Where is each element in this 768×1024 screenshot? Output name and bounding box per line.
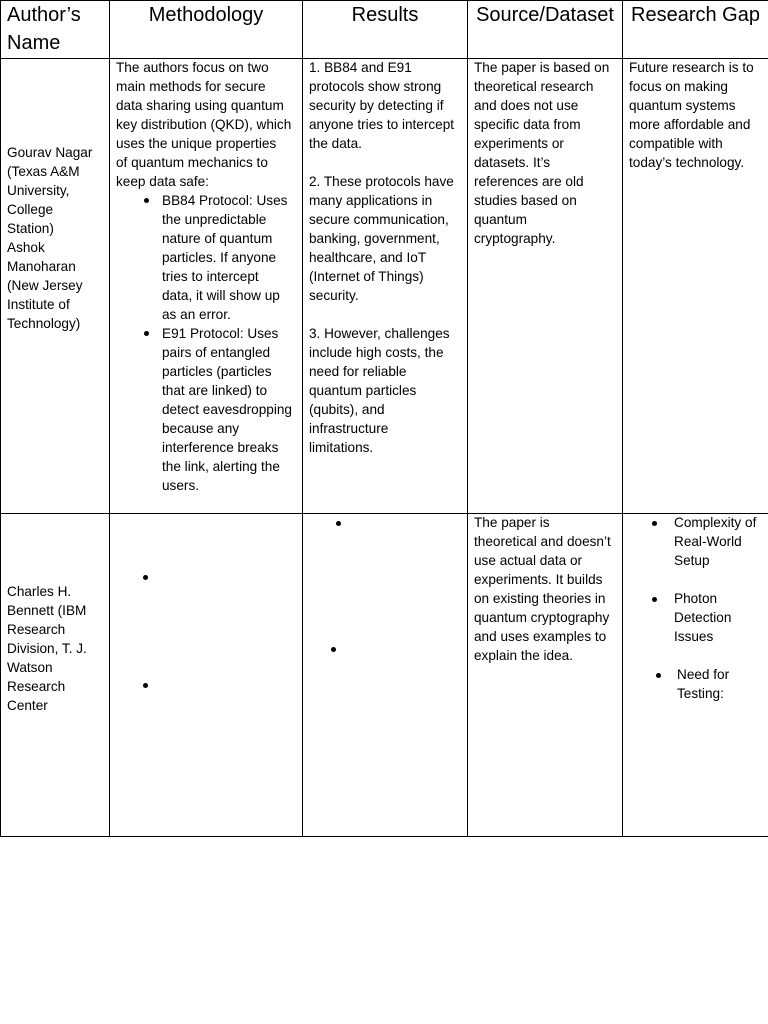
text-line: Issues xyxy=(674,629,714,644)
header-author-line: Name xyxy=(7,32,61,54)
text-line: data sharing using quantum xyxy=(116,98,284,113)
text-line: University, xyxy=(7,183,70,198)
text-line: the data. xyxy=(309,136,362,151)
text-line: Bennett (IBM xyxy=(7,603,87,618)
text-line: that are linked) to xyxy=(162,383,268,398)
text-line: Real-World xyxy=(674,534,742,549)
text-line: quantum systems xyxy=(629,98,736,113)
text-line: the link, alerting the xyxy=(162,459,280,474)
gap-bullet-dot xyxy=(656,673,661,678)
text-line: and does not use xyxy=(474,98,579,113)
text-line: pairs of entangled xyxy=(162,345,271,360)
text-line: main methods for secure xyxy=(116,79,266,94)
text-line: 1. BB84 and E91 xyxy=(309,60,412,75)
text-line: Institute of xyxy=(7,297,70,312)
table-border-left xyxy=(0,0,1,837)
text-line: (New Jersey xyxy=(7,278,83,293)
text-line: use actual data or xyxy=(474,553,583,568)
text-line: particles (particles xyxy=(162,364,272,379)
text-line: Gourav Nagar xyxy=(7,145,93,160)
text-line: of quantum mechanics to xyxy=(116,155,268,170)
text-line: Testing: xyxy=(677,686,724,701)
text-line: The authors focus on two xyxy=(116,60,269,75)
text-line: Center xyxy=(7,698,48,713)
header-author-line: Author’s xyxy=(7,4,81,26)
text-line: The paper is xyxy=(474,515,550,530)
text-line: banking, government, xyxy=(309,231,440,246)
column-divider xyxy=(109,0,110,837)
text-line: Manoharan xyxy=(7,259,76,274)
row1-author-cell xyxy=(7,143,109,333)
text-line: Technology) xyxy=(7,316,81,331)
text-line: because any xyxy=(162,421,240,436)
text-line: theoretical and doesn’t xyxy=(474,534,611,549)
empty-bullet-dot xyxy=(331,647,336,652)
column-divider xyxy=(622,0,623,837)
text-line: security. xyxy=(309,288,359,303)
empty-bullet-dot xyxy=(336,521,341,526)
text-line: theoretical research xyxy=(474,79,594,94)
gap-bullet-dot xyxy=(652,521,657,526)
table-border-bottom xyxy=(0,836,768,837)
text-line: quantum particles xyxy=(309,383,417,398)
text-line: 2. These protocols have xyxy=(309,174,454,189)
result-item-2 xyxy=(309,172,467,305)
row-divider xyxy=(0,513,768,514)
empty-bullet-dot xyxy=(143,683,148,688)
text-line: infrastructure xyxy=(309,421,389,436)
text-line: College xyxy=(7,202,54,217)
text-line: (Internet of Things) xyxy=(309,269,424,284)
text-line: more affordable and xyxy=(629,117,751,132)
text-line: compatible with xyxy=(629,136,723,151)
text-line: cryptography. xyxy=(474,231,556,246)
text-line: experiments or xyxy=(474,136,564,151)
text-line: anyone tries to intercept xyxy=(309,117,455,132)
row1-gap-cell xyxy=(629,58,768,172)
text-line: references are old xyxy=(474,174,584,189)
text-line: Ashok xyxy=(7,240,45,255)
row1-results-cell xyxy=(309,58,467,457)
text-line: Charles H. xyxy=(7,584,72,599)
text-line: detect eavesdropping xyxy=(162,402,292,417)
text-line: quantum cryptography xyxy=(474,610,610,625)
header-results: Results xyxy=(351,4,419,26)
text-line: on existing theories in xyxy=(474,591,606,606)
text-line: as an error. xyxy=(162,307,231,322)
result-item-1 xyxy=(309,58,467,153)
text-line: limitations. xyxy=(309,440,374,455)
header-methodology: Methodology xyxy=(148,4,264,26)
bullet-item-e91 xyxy=(116,324,302,495)
text-line: Future research is to xyxy=(629,60,754,75)
text-line: key distribution (QKD), which xyxy=(116,117,292,132)
text-line: Setup xyxy=(674,553,710,568)
text-line: data, it will show up xyxy=(162,288,280,303)
text-line: studies based on xyxy=(474,193,577,208)
gap-item-photon-detection xyxy=(674,589,768,646)
text-line: explain the idea. xyxy=(474,648,574,663)
row1-source-cell xyxy=(474,58,622,248)
text-line: keep data safe: xyxy=(116,174,209,189)
text-line: and uses examples to xyxy=(474,629,607,644)
text-line: quantum xyxy=(474,212,527,227)
gap-item-complexity xyxy=(674,513,768,570)
text-line: healthcare, and IoT xyxy=(309,250,427,265)
text-line: particles. If anyone xyxy=(162,250,277,265)
text-line: secure communication, xyxy=(309,212,449,227)
text-line: Photon xyxy=(674,591,718,606)
header-research-gap: Research Gap xyxy=(631,4,760,26)
methodology-intro xyxy=(116,58,302,191)
text-line: Division, T. J. xyxy=(7,641,87,656)
text-line: Station) xyxy=(7,221,54,236)
text-line: protocols show strong xyxy=(309,79,442,94)
text-line: Watson xyxy=(7,660,53,675)
text-line: Complexity of xyxy=(674,515,757,530)
gap-bullet-dot xyxy=(652,597,657,602)
methodology-bullet-list xyxy=(116,191,302,495)
header-author-name xyxy=(7,1,81,57)
row2-source-cell xyxy=(474,513,622,665)
text-line: the unpredictable xyxy=(162,212,267,227)
text-line: today’s technology. xyxy=(629,155,745,170)
text-line: many applications in xyxy=(309,193,433,208)
text-line: (qubits), and xyxy=(309,402,385,417)
text-line: focus on making xyxy=(629,79,728,94)
text-line: need for reliable xyxy=(309,364,407,379)
text-line: 3. However, challenges xyxy=(309,326,450,341)
row2-author-cell xyxy=(7,582,109,715)
header-source-dataset: Source/Dataset xyxy=(476,4,614,26)
text-line: E91 Protocol: Uses xyxy=(162,326,279,341)
text-line: BB84 Protocol: Uses xyxy=(162,193,288,208)
text-line: The paper is based on xyxy=(474,60,610,75)
bullet-item-bb84 xyxy=(116,191,302,324)
text-line: experiments. It builds xyxy=(474,572,603,587)
text-line: users. xyxy=(162,478,200,493)
text-line: uses the unique properties xyxy=(116,136,277,151)
text-line: nature of quantum xyxy=(162,231,273,246)
gap-item-need-for-testing xyxy=(677,665,768,703)
text-line: datasets. It’s xyxy=(474,155,551,170)
text-line: Research xyxy=(7,679,66,694)
text-line: Research xyxy=(7,622,66,637)
text-line: specific data from xyxy=(474,117,581,132)
empty-bullet-dot xyxy=(143,575,148,580)
column-divider xyxy=(302,0,303,837)
column-divider xyxy=(467,0,468,837)
text-line: interference breaks xyxy=(162,440,279,455)
text-line: include high costs, the xyxy=(309,345,444,360)
text-line: tries to intercept xyxy=(162,269,259,284)
text-line: Detection xyxy=(674,610,732,625)
text-line: Need for xyxy=(677,667,730,682)
text-line: (Texas A&M xyxy=(7,164,80,179)
row1-methodology-cell xyxy=(116,58,302,495)
text-line: security by detecting if xyxy=(309,98,444,113)
result-item-3 xyxy=(309,324,467,457)
